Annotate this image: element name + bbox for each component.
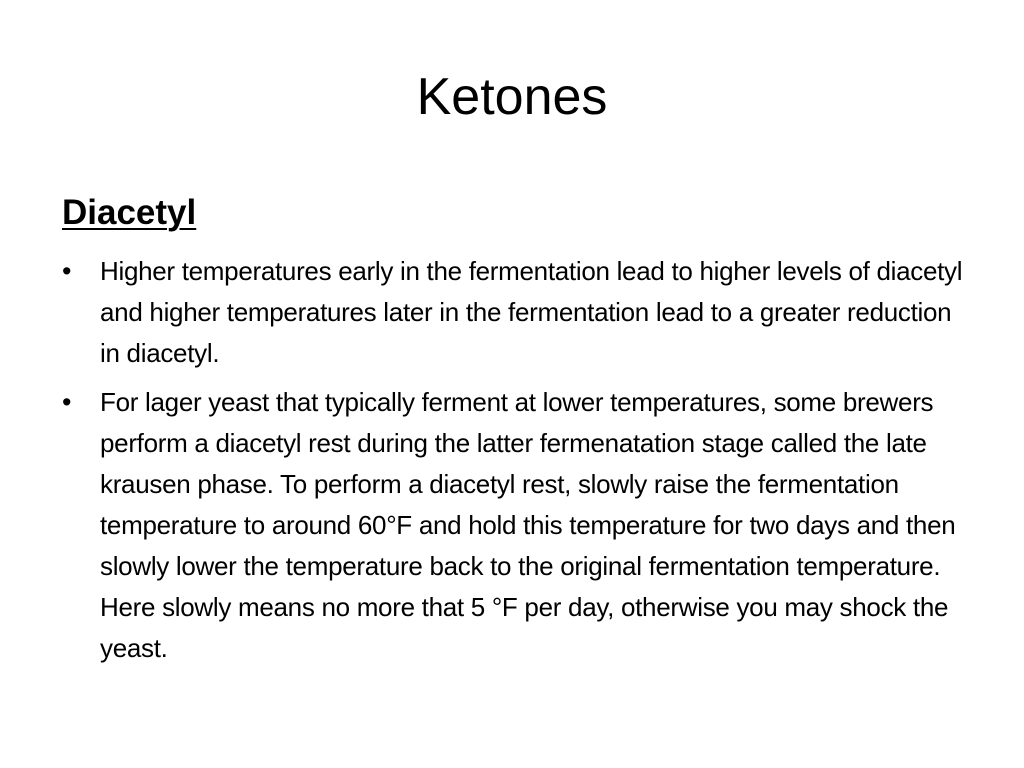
bullet-item (62, 251, 972, 374)
bullet-icon: • (62, 387, 72, 417)
slide-title: Ketones (416, 68, 608, 126)
bullet-text: For lager yeast that typically ferment at lower temperatures, some brewers perform a diacetyl rest during the latter fermenatation stage called the late krausen phase. To perform a diacetyl rest, slowly raise the fermentation temperature to around 60°F and hold this temperature for two days and then slowly lower the temperature back to the original fermentation temperature. Here slowly means no more that 5 °F per day, otherwise you may shock the yeast. (100, 387, 956, 663)
bullet-text: Higher temperatures early in the fermentation lead to higher levels of diacetyl and higher temperatures later in the fermentation lead to a greater reduction in diacetyl. (100, 256, 963, 368)
bullet-icon: • (62, 256, 72, 286)
section-heading: Diacetyl (62, 193, 197, 232)
bullet-list (62, 251, 972, 677)
bullet-item (62, 382, 972, 669)
